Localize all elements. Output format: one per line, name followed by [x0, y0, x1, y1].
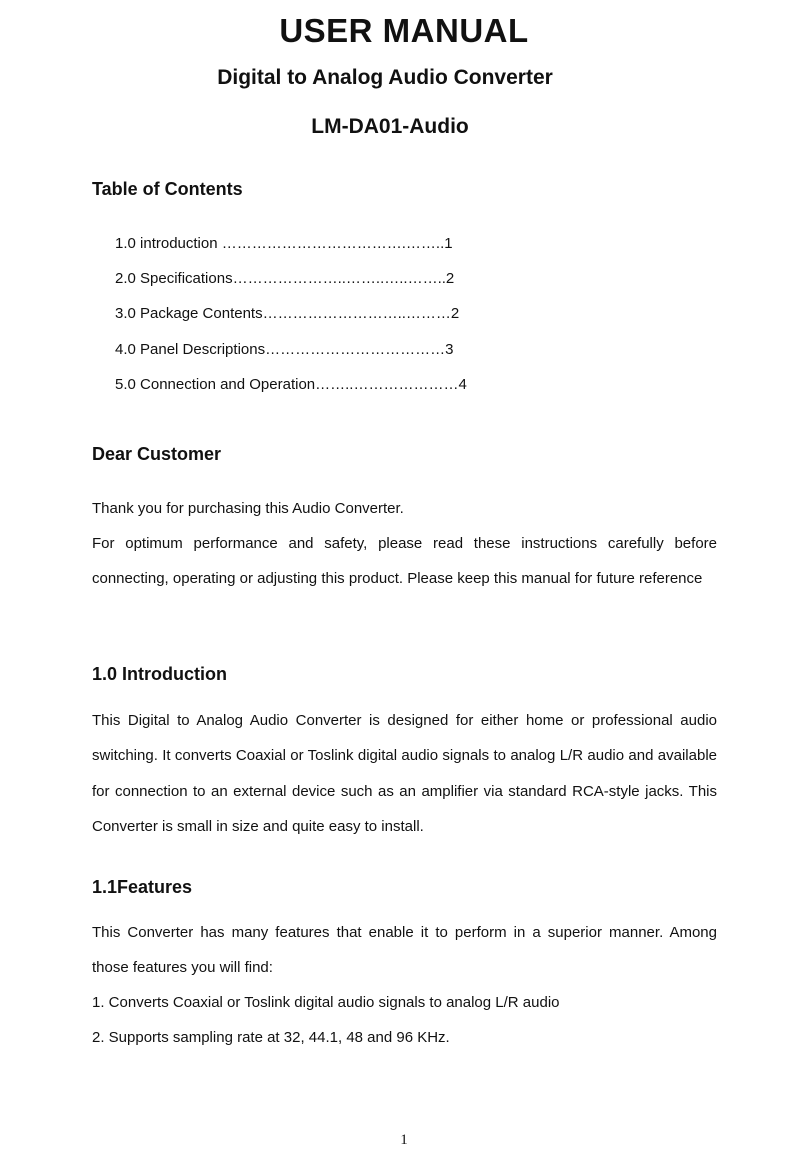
- features-text: This Converter has many features that enable it to perform in a superior manner. Among those features you will find:: [92, 924, 717, 977]
- feature-item: 2. Supports sampling rate at 32, 44.1, 48 and 96 KHz.: [92, 1029, 450, 1046]
- document-title: USER MANUAL: [279, 12, 529, 49]
- product-subtitle: Digital to Analog Audio Converter: [217, 66, 553, 89]
- feature-item: 1. Converts Coaxial or Toslink digital audio signals to analog L/R audio: [92, 994, 560, 1011]
- features-paragraph: [92, 915, 717, 986]
- toc-item-connection-operation: 5.0 Connection and Operation……..…………………4: [115, 376, 467, 393]
- toc-item-introduction: 1.0 introduction ……………………………….……..1: [115, 235, 453, 252]
- dear-customer-heading: Dear Customer: [92, 444, 222, 464]
- dear-customer-text: For optimum performance and safety, please read these instructions carefully before connecting, operating or adjusting this product. Please keep this manual for future reference: [92, 535, 717, 588]
- model-number: LM-DA01-Audio: [311, 115, 469, 138]
- thank-you-line: Thank you for purchasing this Audio Converter.: [92, 500, 404, 517]
- introduction-heading: 1.0 Introduction: [92, 664, 227, 684]
- page-number: 1: [400, 1132, 408, 1148]
- toc-item-specifications: 2.0 Specifications…………………..……..…..……..2: [115, 270, 455, 287]
- introduction-paragraph: [92, 703, 717, 844]
- toc-item-package-contents: 3.0 Package Contents………………………..………2: [115, 305, 460, 322]
- toc-heading: Table of Contents: [92, 179, 243, 199]
- toc-item-panel-descriptions: 4.0 Panel Descriptions………………………………3: [115, 341, 454, 358]
- dear-customer-paragraph: [92, 526, 717, 597]
- features-heading: 1.1Features: [92, 877, 193, 897]
- introduction-text: This Digital to Analog Audio Converter is designed for either home or professional audio switching. It converts Coaxial or Toslink digital audio signals to analog L/R audio and available for connection to an external device such as an amplifier via standard RCA-style jacks. This Converter is small in size and quite easy to install.: [92, 712, 717, 835]
